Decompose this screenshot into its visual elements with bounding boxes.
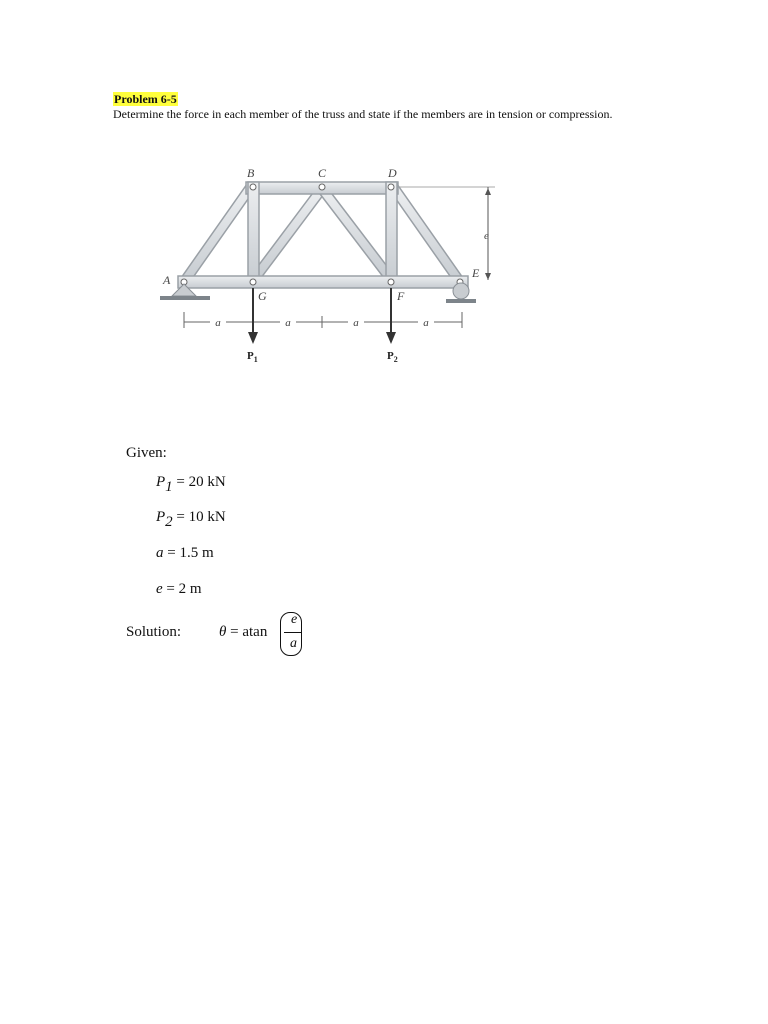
value-a: = 1.5 m xyxy=(167,545,214,561)
member-de-face xyxy=(394,188,460,282)
joint-label-e: E xyxy=(472,266,480,280)
pin-d xyxy=(388,184,394,190)
load-p2-arrow xyxy=(386,332,396,344)
var-a: a xyxy=(156,545,164,561)
given-heading: Given: xyxy=(126,445,167,461)
bottom-chord xyxy=(178,276,468,288)
atan-text: = atan xyxy=(230,624,268,640)
dim-e-arrow-bottom xyxy=(485,273,491,280)
solution-heading: Solution: xyxy=(126,624,182,640)
load-p1-label: $P_1$ xyxy=(247,350,258,364)
value-e: = 2 m xyxy=(166,581,202,597)
given-p1 xyxy=(156,474,226,495)
joint-label-f: F xyxy=(397,289,405,303)
problem-statement: Determine the force in each member of the truss and state if the members are in tension or compression. xyxy=(113,107,613,121)
given-a xyxy=(156,545,214,562)
joint-label-c: C xyxy=(318,166,327,180)
truss-diagram xyxy=(150,160,510,375)
dim-e-arrow-top xyxy=(485,188,491,195)
joint-label-a: A xyxy=(163,273,171,287)
dim-a-label-2: a xyxy=(285,317,291,329)
dim-a-label-1: a xyxy=(215,317,221,329)
dim-e-label: e xyxy=(484,230,489,242)
member-gc-face xyxy=(255,190,321,278)
pin-b xyxy=(250,184,256,190)
var-e: e xyxy=(156,581,163,597)
pin-g xyxy=(250,279,256,285)
dim-a-label-4: a xyxy=(423,317,429,329)
given-p2 xyxy=(156,509,226,530)
member-ab-face xyxy=(184,188,250,282)
pin-f xyxy=(388,279,394,285)
theta-symbol: θ xyxy=(219,624,227,640)
joint-label-b: B xyxy=(247,166,255,180)
load-p2-label: $P_2$ xyxy=(387,350,398,364)
ground-a xyxy=(160,296,210,300)
pin-c xyxy=(319,184,325,190)
roller-support-e xyxy=(453,283,469,299)
value-p1: = 20 kN xyxy=(176,474,226,490)
problem-title: Problem 6-5 xyxy=(114,92,177,106)
solution-equation xyxy=(219,624,267,641)
dim-a-label-3: a xyxy=(353,317,359,329)
fraction-numerator: e xyxy=(291,612,298,627)
ground-e xyxy=(446,299,476,303)
fraction-bar xyxy=(284,632,302,633)
joint-label-g: G xyxy=(258,289,267,303)
value-p2: = 10 kN xyxy=(176,509,226,525)
member-cf-face xyxy=(323,190,390,278)
load-p1-arrow xyxy=(248,332,258,344)
given-e xyxy=(156,581,202,598)
sub-p1: 1 xyxy=(165,479,173,495)
joint-label-d: D xyxy=(388,166,397,180)
truss-figure xyxy=(150,160,510,380)
fraction-denominator: a xyxy=(290,636,297,651)
member-df xyxy=(386,182,397,282)
var-p2: P xyxy=(156,509,166,525)
var-p1: P xyxy=(156,474,166,490)
sub-p2: 2 xyxy=(165,514,173,530)
member-bg xyxy=(248,182,259,282)
